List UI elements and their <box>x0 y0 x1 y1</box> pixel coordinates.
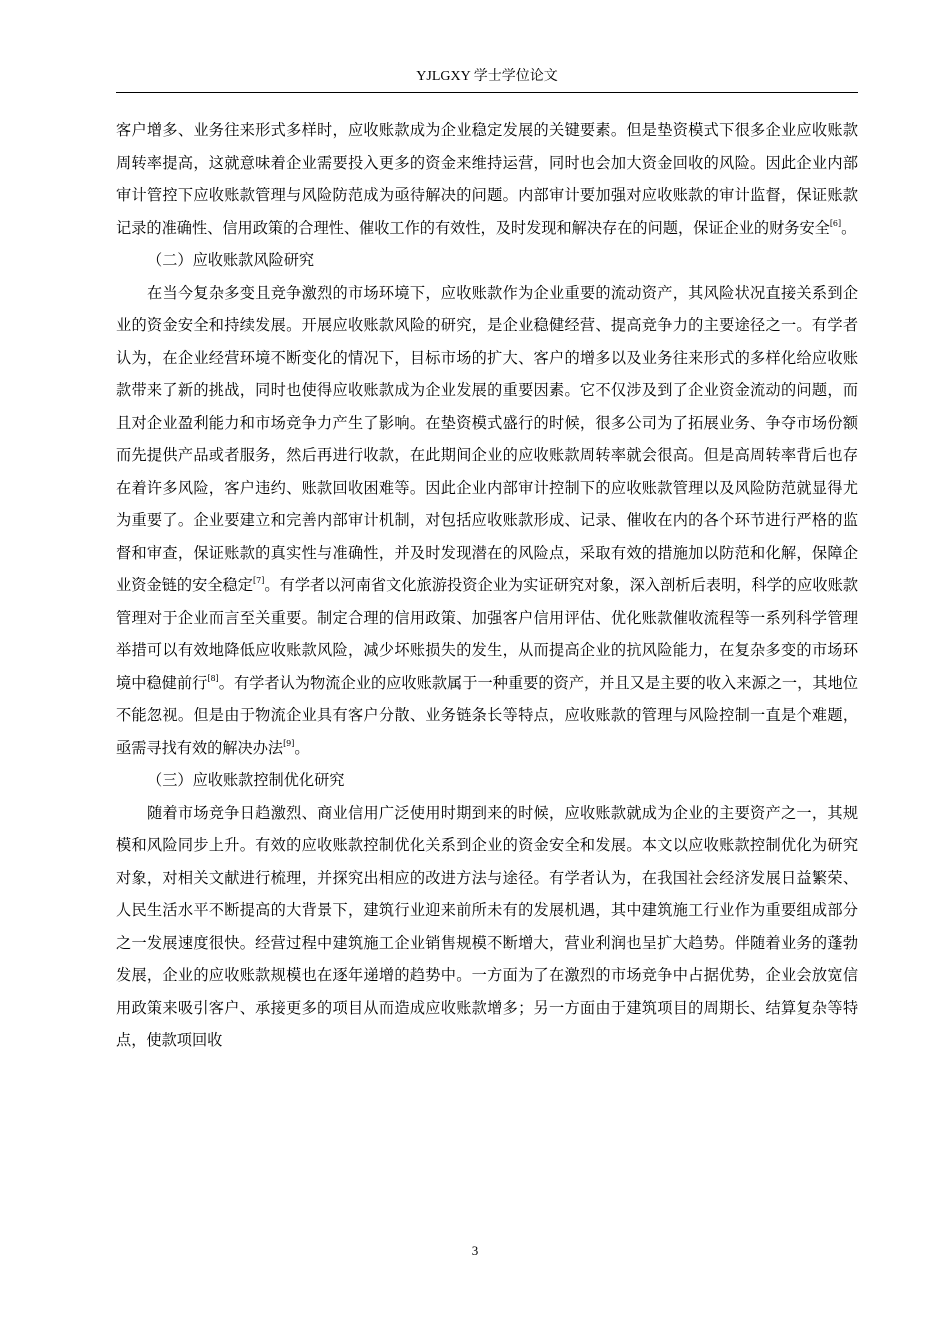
citation-ref: [8] <box>207 673 219 683</box>
section-heading-control: （三）应收账款控制优化研究 <box>147 771 345 789</box>
citation-ref: [7] <box>253 576 265 585</box>
citation-ref: [9] <box>283 738 295 748</box>
paragraph-continuation: 客户增多、业务往来形式多样时，应收账款成为企业稳定发展的关键要素。但是垫资模式下很多企业应收账款周转率提高，这就意味着企业需要投入更多的资金来维持运营，同时也会加大资金回收的风险。因此企业内部审计管控下应收账款管理与风险防范成为亟待解决的问题。内部审计要加强对应收账款的审计监督，保证账款记录的准确性、信用政策的合理性、催收工作的有效性，及时发现和解决存在的问题，保证企业的财务安全[6]。 <box>116 121 858 237</box>
paragraph-risk-research: 在当今复杂多变且竞争激烈的市场环境下，应收账款作为企业重要的流动资产，其风险状况直接关系到企业的资金安全和持续发展。开展应收账款风险的研究，是企业稳健经营、提高竞争力的主要途径之一。有学者认为，在企业经营环境不断变化的情况下，目标市场的扩大、客户的增多以及业务往来形式的多样化给应收账款带来了新的挑战，同时也使得应收账款成为企业发展的重要因素。它不仅涉及到了企业资金流动的问题，而且对企业盈利能力和市场竞争力产生了影响。在垫资模式盛行的时候，很多公司为了拓展业务、争夺市场份额而先提供产品或者服务，然后再进行收款，在此期间企业的应收账款周转率就会很高。但是高周转率背后也存在着许多风险，客户违约、账款回收困难等。因此企业内部审计控制下的应收账款管理以及风险防范就显得尤为重要了。企业要建立和完善内部审计机制，对包括应收账款形成、记录、催收在内的各个环节进行严格的监督和审查，保证账款的真实性与准确性，并及时发现潜在的风险点，采取有效的措施加以防范和化解，保障企业资金链的安全稳定[7]。有学者以河南省文化旅游投资企业为实证研究对象，深入剖析后表明，科学的应收账款管理对于企业而言至关重要。制定合理的信用政策、加强客户信用评估、优化账款催收流程等一系列科学管理举措可以有效地降低应收账款风险，减少坏账损失的发生，从而提高企业的抗风险能力，在复杂多变的市场环境中稳健前行[8]。有学者认为物流企业的应收账款属于一种重要的资产，并且又是主要的收入来源之一，其地位不能忽视。但是由于物流企业具有客户分散、业务链条长等特点，应收账款的管理与风险控制一直是个难题，亟需寻找有效的解决办法[9]。 <box>116 283 859 757</box>
paragraph-control-research: 随着市场竞争日趋激烈、商业信用广泛使用时期到来的时候，应收账款就成为企业的主要资产之一，其规模和风险同步上升。有效的应收账款控制优化关系到企业的资金安全和发展。本文以应收账款控制优化为研究对象，对相关文献进行梳理，并探究出相应的改进方法与途径。有学者认为，在我国社会经济发展日益繁荣、人民生活水平不断提高的大背景下，建筑行业迎来前所未有的发展机遇，其中建筑施工行业作为重要组成部分之一发展速度很快。经营过程中建筑施工企业销售规模不断增大，营业利润也呈扩大趋势。伴随着业务的蓬勃发展，企业的应收账款规模也在逐年递增的趋势中。一方面为了在激烈的市场竞争中占据优势，企业会放宽信用政策来吸引客户、承接更多的项目从而造成应收账款增多；另一方面由于建筑项目的周期长、结算复杂等特点，使款项回收 <box>116 803 858 1049</box>
header-title: YJLGXY 学士学位论文 <box>416 69 558 84</box>
page-number: 3 <box>471 1243 479 1258</box>
section-heading-risk: （二）应收账款风险研究 <box>147 251 315 269</box>
citation-ref: [6] <box>829 218 842 228</box>
running-header <box>116 62 858 93</box>
document-body <box>116 114 858 1057</box>
